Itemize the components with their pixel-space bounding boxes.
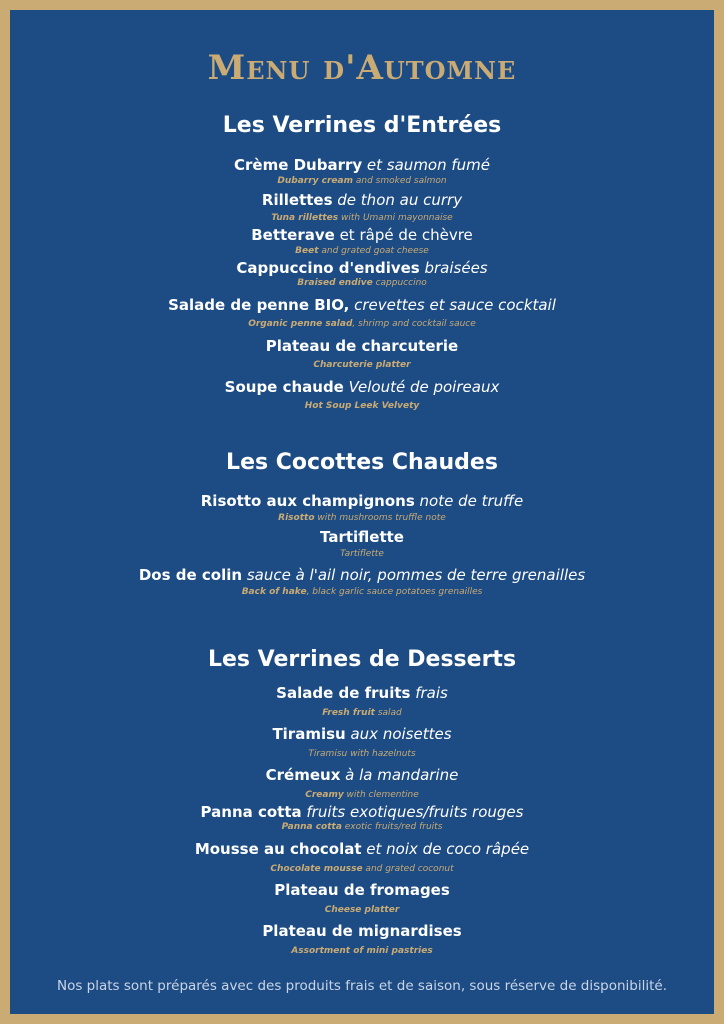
dish-translation: Fresh fruit salad: [322, 708, 402, 718]
dish-name: Mousse au chocolat et noix de coco râpée: [194, 840, 530, 858]
dish-translation: Braised endive cappuccino: [297, 278, 427, 288]
dish-translation: Charcuterie platter: [313, 360, 411, 370]
dish-translation: Organic penne salad, shrimp and cocktail sauce: [248, 319, 476, 329]
dish-translation: Back of hake, black garlic sauce potatoes grenailles: [241, 587, 483, 597]
dish-translation: Beet and grated goat cheese: [295, 246, 429, 256]
dish-name: Crémeux à la mandarine: [265, 766, 459, 784]
dish-name: Plateau de mignardises: [262, 922, 462, 940]
dish-name: Tartiflette: [320, 528, 404, 546]
dish-translation: Tiramisu with hazelnuts: [308, 749, 416, 759]
section-title-desserts: Les Verrines de Desserts: [207, 647, 517, 672]
dish-name: Rillettes de thon au curry: [261, 191, 463, 209]
dish-translation: Chocolate mousse and grated coconut: [270, 864, 454, 874]
dish-name: Panna cotta fruits exotiques/fruits rouges: [200, 803, 524, 821]
dish-translation: Tuna rillettes with Umami mayonnaise: [271, 213, 453, 223]
dish-translation: Risotto with mushrooms truffle note: [278, 513, 446, 523]
dish-translation: Assortment of mini pastries: [291, 946, 433, 956]
dish-translation: Hot Soup Leek Velvety: [304, 401, 420, 411]
section-title-entrees: Les Verrines d'Entrées: [222, 113, 502, 138]
footer-note: Nos plats sont préparés avec des produits frais et de saison, sous réserve de disponibilité.: [56, 978, 667, 994]
dish-name: Cappuccino d'endives braisées: [236, 259, 488, 277]
dish-name: Risotto aux champignons note de truffe: [200, 492, 524, 510]
menu-title: Menu d'Automne: [207, 48, 517, 88]
dish-name: Crème Dubarry et saumon fumé: [233, 156, 491, 174]
dish-translation: Panna cotta exotic fruits/red fruits: [281, 822, 443, 832]
section-title-cocottes: Les Cocottes Chaudes: [226, 450, 498, 475]
dish-name: Soupe chaude Velouté de poireaux: [224, 378, 500, 396]
dish-name: Dos de colin sauce à l'ail noir, pommes de terre grenailles: [138, 566, 586, 584]
dish-name: Betterave et râpé de chèvre: [251, 226, 473, 244]
dish-name: Salade de fruits frais: [276, 684, 448, 702]
dish-name: Plateau de fromages: [274, 881, 450, 899]
dish-name: Plateau de charcuterie: [265, 337, 459, 355]
dish-name: Tiramisu aux noisettes: [272, 725, 452, 743]
dish-translation: Cheese platter: [324, 905, 400, 915]
dish-name: Salade de penne BIO, crevettes et sauce cocktail: [168, 296, 556, 314]
dish-translation: Creamy with clementine: [305, 790, 419, 800]
dish-translation: Dubarry cream and smoked salmon: [277, 176, 447, 186]
dish-translation: Tartiflette: [340, 549, 384, 559]
